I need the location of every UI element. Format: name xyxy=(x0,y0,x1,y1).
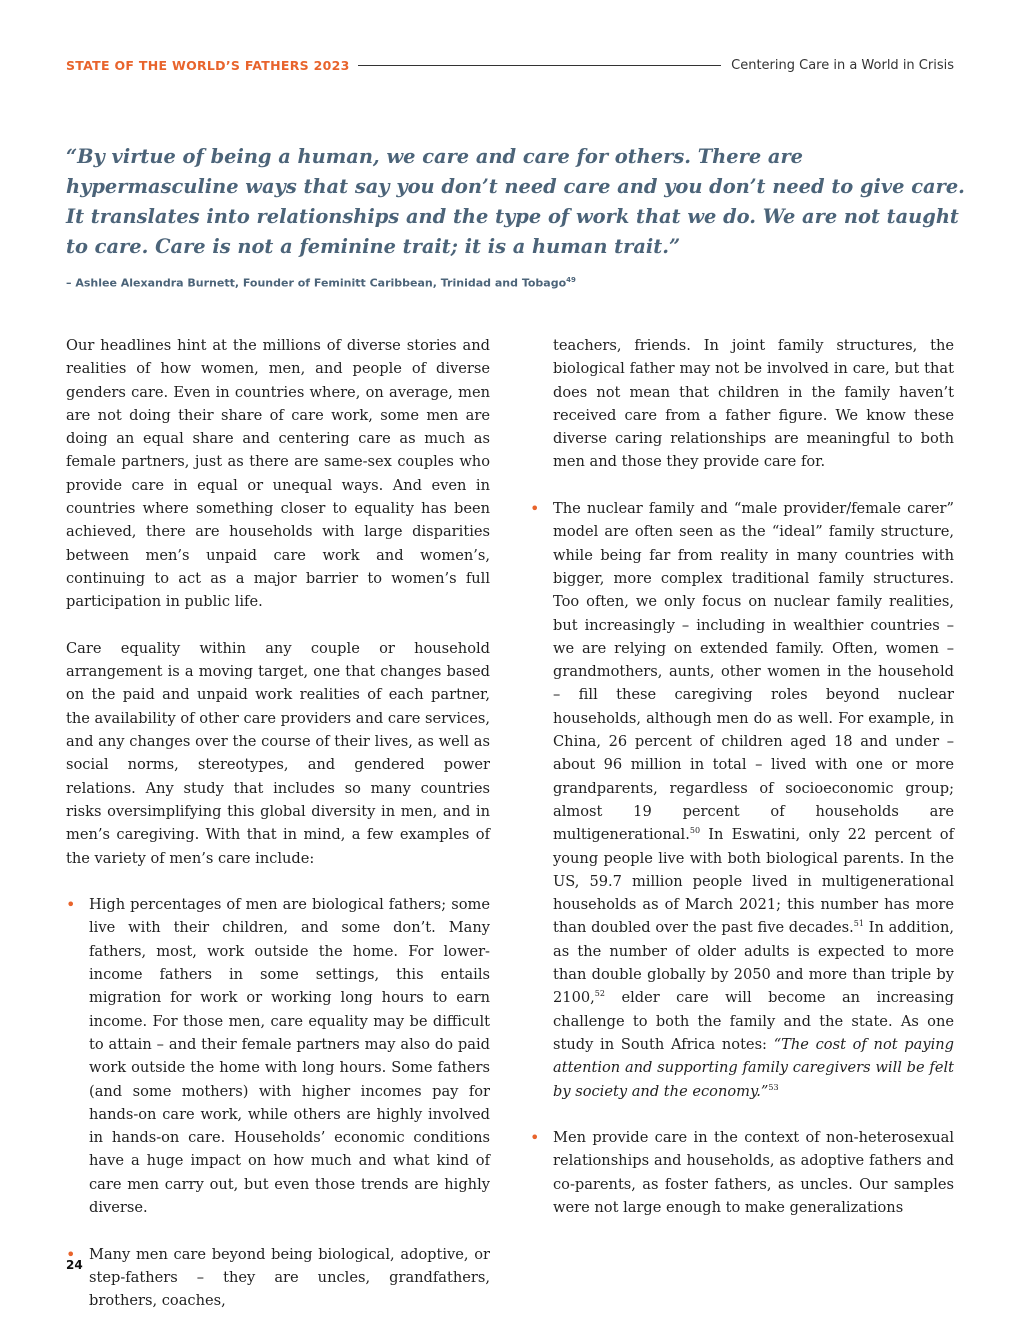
list-item-text: High percentages of men are biological fathers; some live with their children, and some don’t. Many fathers, most, work outside the home. For lower-income fathers in some settings, this entails migration for work or working long hours to earn income. For those men, care equality may be difficult to attain – and their female partners may also do paid work outside the home with long hours. Some fathers (and some mothers) with higher incomes pay for hands-on care work, while others are highly involved in hands-on care. Households’ economic conditions have a huge impact on how much and what kind of care men carry out, but even those trends are highly diverse. xyxy=(89,896,490,1216)
text-run: In Eswatini, only 22 percent of young people live with both biological parents. In the US, 59.7 million people lived in multigenerational households as of March 2021; this number has more than doubled over the past five decades. xyxy=(553,826,954,937)
page-header xyxy=(66,56,954,74)
section-title: Centering Care in a World in Crisis xyxy=(731,57,954,73)
body-paragraph: Care equality within any couple or household arrangement is a moving target, one that changes based on the paid and unpaid work realities of each partner, the availability of other care providers and care services, and any changes over the course of their lives, as well as social norms, stereotypes, and gendered power relations. Any study that includes so many countries risks oversimplifying this global diversity in men, and in men’s caregiving. With that in mind, a few examples of the variety of men’s care include: xyxy=(66,639,490,867)
report-title: STATE OF THE WORLD’S FATHERS 2023 xyxy=(66,57,350,73)
quote-attribution xyxy=(66,272,954,292)
body-paragraph: Our headlines hint at the millions of diverse stories and realities of how women, men, and people of diverse genders care. Even in countries where, on average, men are not doing their share of care work, some men are doing an equal share and centering care as much as female partners, just as there are same-sex couples who provide care in equal or unequal ways. And even in countries where something closer to equality has been achieved, there are households with large disparities between men’s unpaid care work and women’s, continuing to act as a major barrier to women’s full participation in public life. xyxy=(66,337,490,611)
text-run: elder care will become an increasing challenge to both the family and the state. As one study in South Africa notes: xyxy=(553,989,954,1053)
list-item xyxy=(530,1126,954,1219)
list-item-text xyxy=(553,500,954,1099)
text-run: The nuclear family and “male provider/female carer” model are often seen as the “ideal” family structure, while being far from reality in many countries with bigger, more complex traditional family structures. Too often, we only focus on nuclear family realities, but increasingly – including in wealthier countries – we are relying on extended family. Often, women – grandmothers, aunts, other women in the household – fill these caregiving roles beyond nuclear households, although men do as well. For example, in China, 26 percent of children aged 18 and under – about 96 million in total – lived with one or more grandparents, regardless of socioeconomic group; almost 19 percent of households are multigenerational. xyxy=(553,500,954,844)
footnote-ref: 50 xyxy=(689,826,701,836)
list-item xyxy=(66,893,490,1219)
text-run: In addition, as the number of older adults is expected to more than double globally by 2050 and more than triple by 2100, xyxy=(553,919,954,1007)
bullet-icon: • xyxy=(530,1128,540,1148)
pull-quote: “By virtue of being a human, we care and care for others. There are hypermasculine ways that say you don’t need care and you don’t need to give care. It translates into relationships and the type of work that we do. We are not taught to care. Care is not a feminine trait; it is a human trait.” xyxy=(66,145,965,258)
footnote-ref: 53 xyxy=(768,1082,779,1092)
inline-quote: “The cost of not paying attention and supporting family caregivers will be felt by society and the economy.” xyxy=(553,1035,954,1100)
list-item-text: teachers, friends. In joint family structures, the biological father may not be involved in care, but that does not mean that children in the family haven’t received care from a father figure. We know these diverse caring relationships are meaningful to both men and those they provide care for. xyxy=(553,337,954,471)
left-column xyxy=(66,334,490,1312)
bullet-icon: • xyxy=(66,895,76,915)
attribution-text: – Ashlee Alexandra Burnett, Founder of Feminitt Caribbean, Trinidad and Tobago xyxy=(66,276,567,290)
bullet-icon: • xyxy=(530,499,540,519)
list-item-text: Many men care beyond being biological, adoptive, or step-fathers – they are uncles, grandfathers, brothers, coaches, xyxy=(89,1245,490,1310)
list-item-text: Men provide care in the context of non-heterosexual relationships and households, as adoptive fathers and co-parents, as foster fathers, as uncles. Our samples were not large enough to make generalizations xyxy=(553,1129,954,1216)
right-column xyxy=(530,334,954,1219)
list-item-continued xyxy=(530,334,954,474)
bullet-icon: • xyxy=(66,1244,76,1264)
header-divider xyxy=(358,65,722,66)
footnote-ref: 51 xyxy=(853,919,864,929)
footnote-ref: 49 xyxy=(566,276,576,284)
list-item xyxy=(66,1243,490,1313)
footnote-ref: 52 xyxy=(594,989,605,999)
page-number: 24 xyxy=(66,1258,83,1272)
list-item xyxy=(530,497,954,1103)
